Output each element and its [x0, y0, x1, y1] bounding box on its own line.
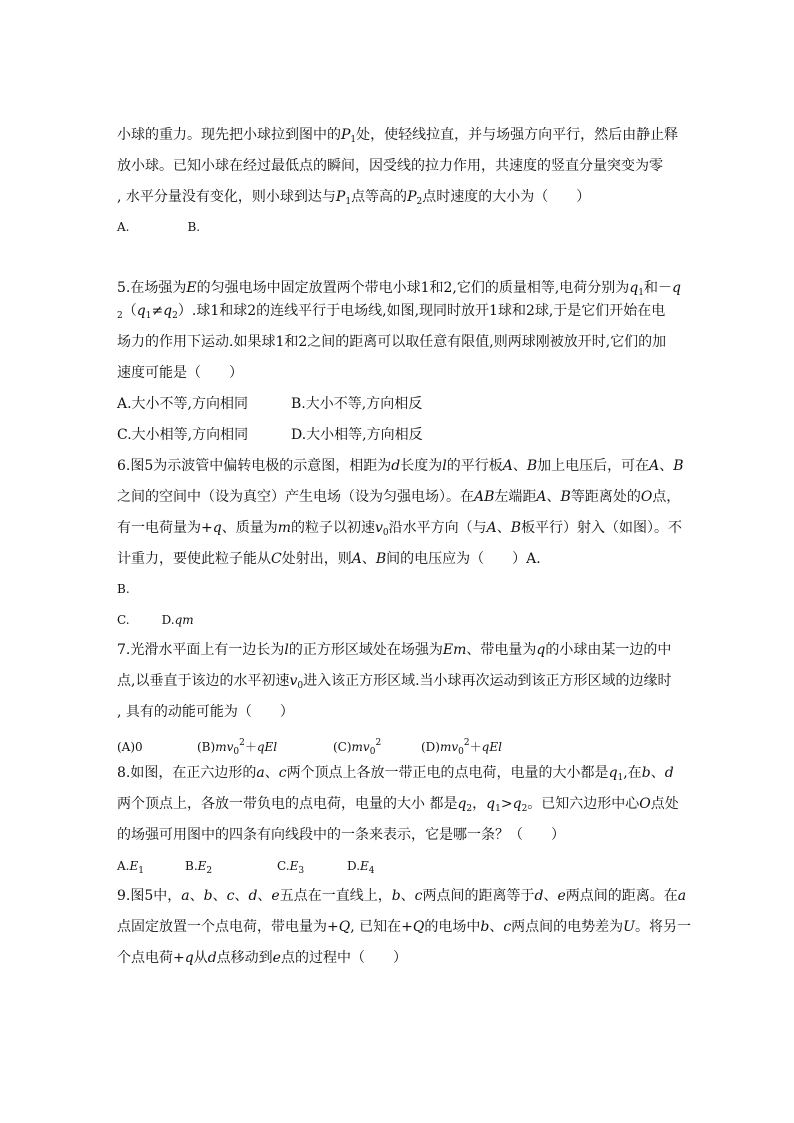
question-5-line: 场力的作用下运动.如果球1和2之间的距离可以取任意有限值,则两球刚被放开时,它们的加: [117, 334, 667, 350]
text-line: 放小球。已知小球在经过最低点的瞬间，因受线的拉力作用，共速度的竖直分量突变为零: [117, 158, 663, 174]
text-line: 小球的重力。现先把小球拉到图中的$P_1$处，使轻线拉直，并与场强方向平行，然后由静止释: [117, 127, 679, 145]
question-9-line: 9.图5中，a、b、c、d、e五点在一直线上，b、c两点间的距离等于d、e两点间的距离。在a: [117, 888, 687, 904]
question-8-line: 8.如图，在正六边形的a、c两个顶点上各放一带正电的点电荷，电量的大小都是$q_1$,在b、d: [117, 765, 674, 783]
text-line: , 水平分量没有变化，则小球到达与$P_1$点等高的$P_2$点时速度的大小为（ ）: [117, 189, 591, 207]
question-6-line: 6.图5为示波管中偏转电极的示意图，相距为d长度为l的平行板A、B加上电压后，可在A、B: [117, 458, 684, 474]
question-9-line: 点固定放置一个点电荷，带电量为+Q, 已知在+Q的电场中b、c两点间的电势差为U。将另一: [117, 919, 691, 935]
question-9-line: 个点电荷+q从d点移动到e点的过程中（ ）: [117, 950, 407, 966]
question-7-line: 7.光滑水平面上有一边长为l的正方形区域处在场强为Em、带电量为q的小球由某一边的中: [117, 642, 672, 658]
question-5-line: 速度可能是（ ）: [117, 365, 243, 381]
answer-options: A. B.: [117, 220, 201, 234]
question-5-options: A.大小不等,方向相同 B.大小不等,方向相反: [117, 396, 423, 412]
question-8-line: 两个顶点上，各放一带负电的点电荷，电量的大小 都是$q_2$，$q_1>q_2$。已知六边形中心O点处: [117, 796, 679, 814]
question-6-option: B.: [117, 582, 130, 596]
question-6-line: 有一电荷量为+q、质量为m的粒子以初速$v_0$沿水平方向（与A、B板平行）射入（如图）。不: [117, 520, 683, 538]
question-8-options: $A.E_1$ $B.E_2$ $C.E_3$ $D.E_4$: [117, 859, 375, 876]
question-5-line: $_2(q_1\ne q_2)$.球1和球2的连线平行于电场线,如图,现同时放开1球和2球,于是它们开始在电: [117, 303, 666, 321]
question-6-line: 计重力，要使此粒子能从C处射出，则A、B间的电压应为（ ）A.: [117, 551, 541, 567]
question-7-options: (A)0 $(B)mv_0^2+qEl$ $(C)mv_0^2$ $(D)mv_0^2+qEl$: [117, 738, 502, 757]
question-6-line: 之间的空间中（设为真空）产生电场（设为匀强电场）。在AB左端距A、B等距离处的O点，: [117, 489, 681, 505]
question-7-line: 点,以垂直于该边的水平初速$v_0$进入该正方形区域.当小球再次运动到该正方形区域的边缘时: [117, 673, 672, 691]
question-5-options: C.大小相等,方向相同 D.大小相等,方向相反: [117, 427, 423, 443]
question-5-line: 5.在场强为E的匀强电场中固定放置两个带电小球1和2,它们的质量相等,电荷分别为$q_1$和－q: [117, 280, 681, 298]
question-7-line: , 具有的动能可能为（ ）: [117, 704, 294, 720]
question-6-options: C. D.qm: [117, 613, 194, 627]
question-8-line: 的场强可用图中的四条有向线段中的一条来表示，它是哪一条？（ ）: [117, 827, 565, 843]
